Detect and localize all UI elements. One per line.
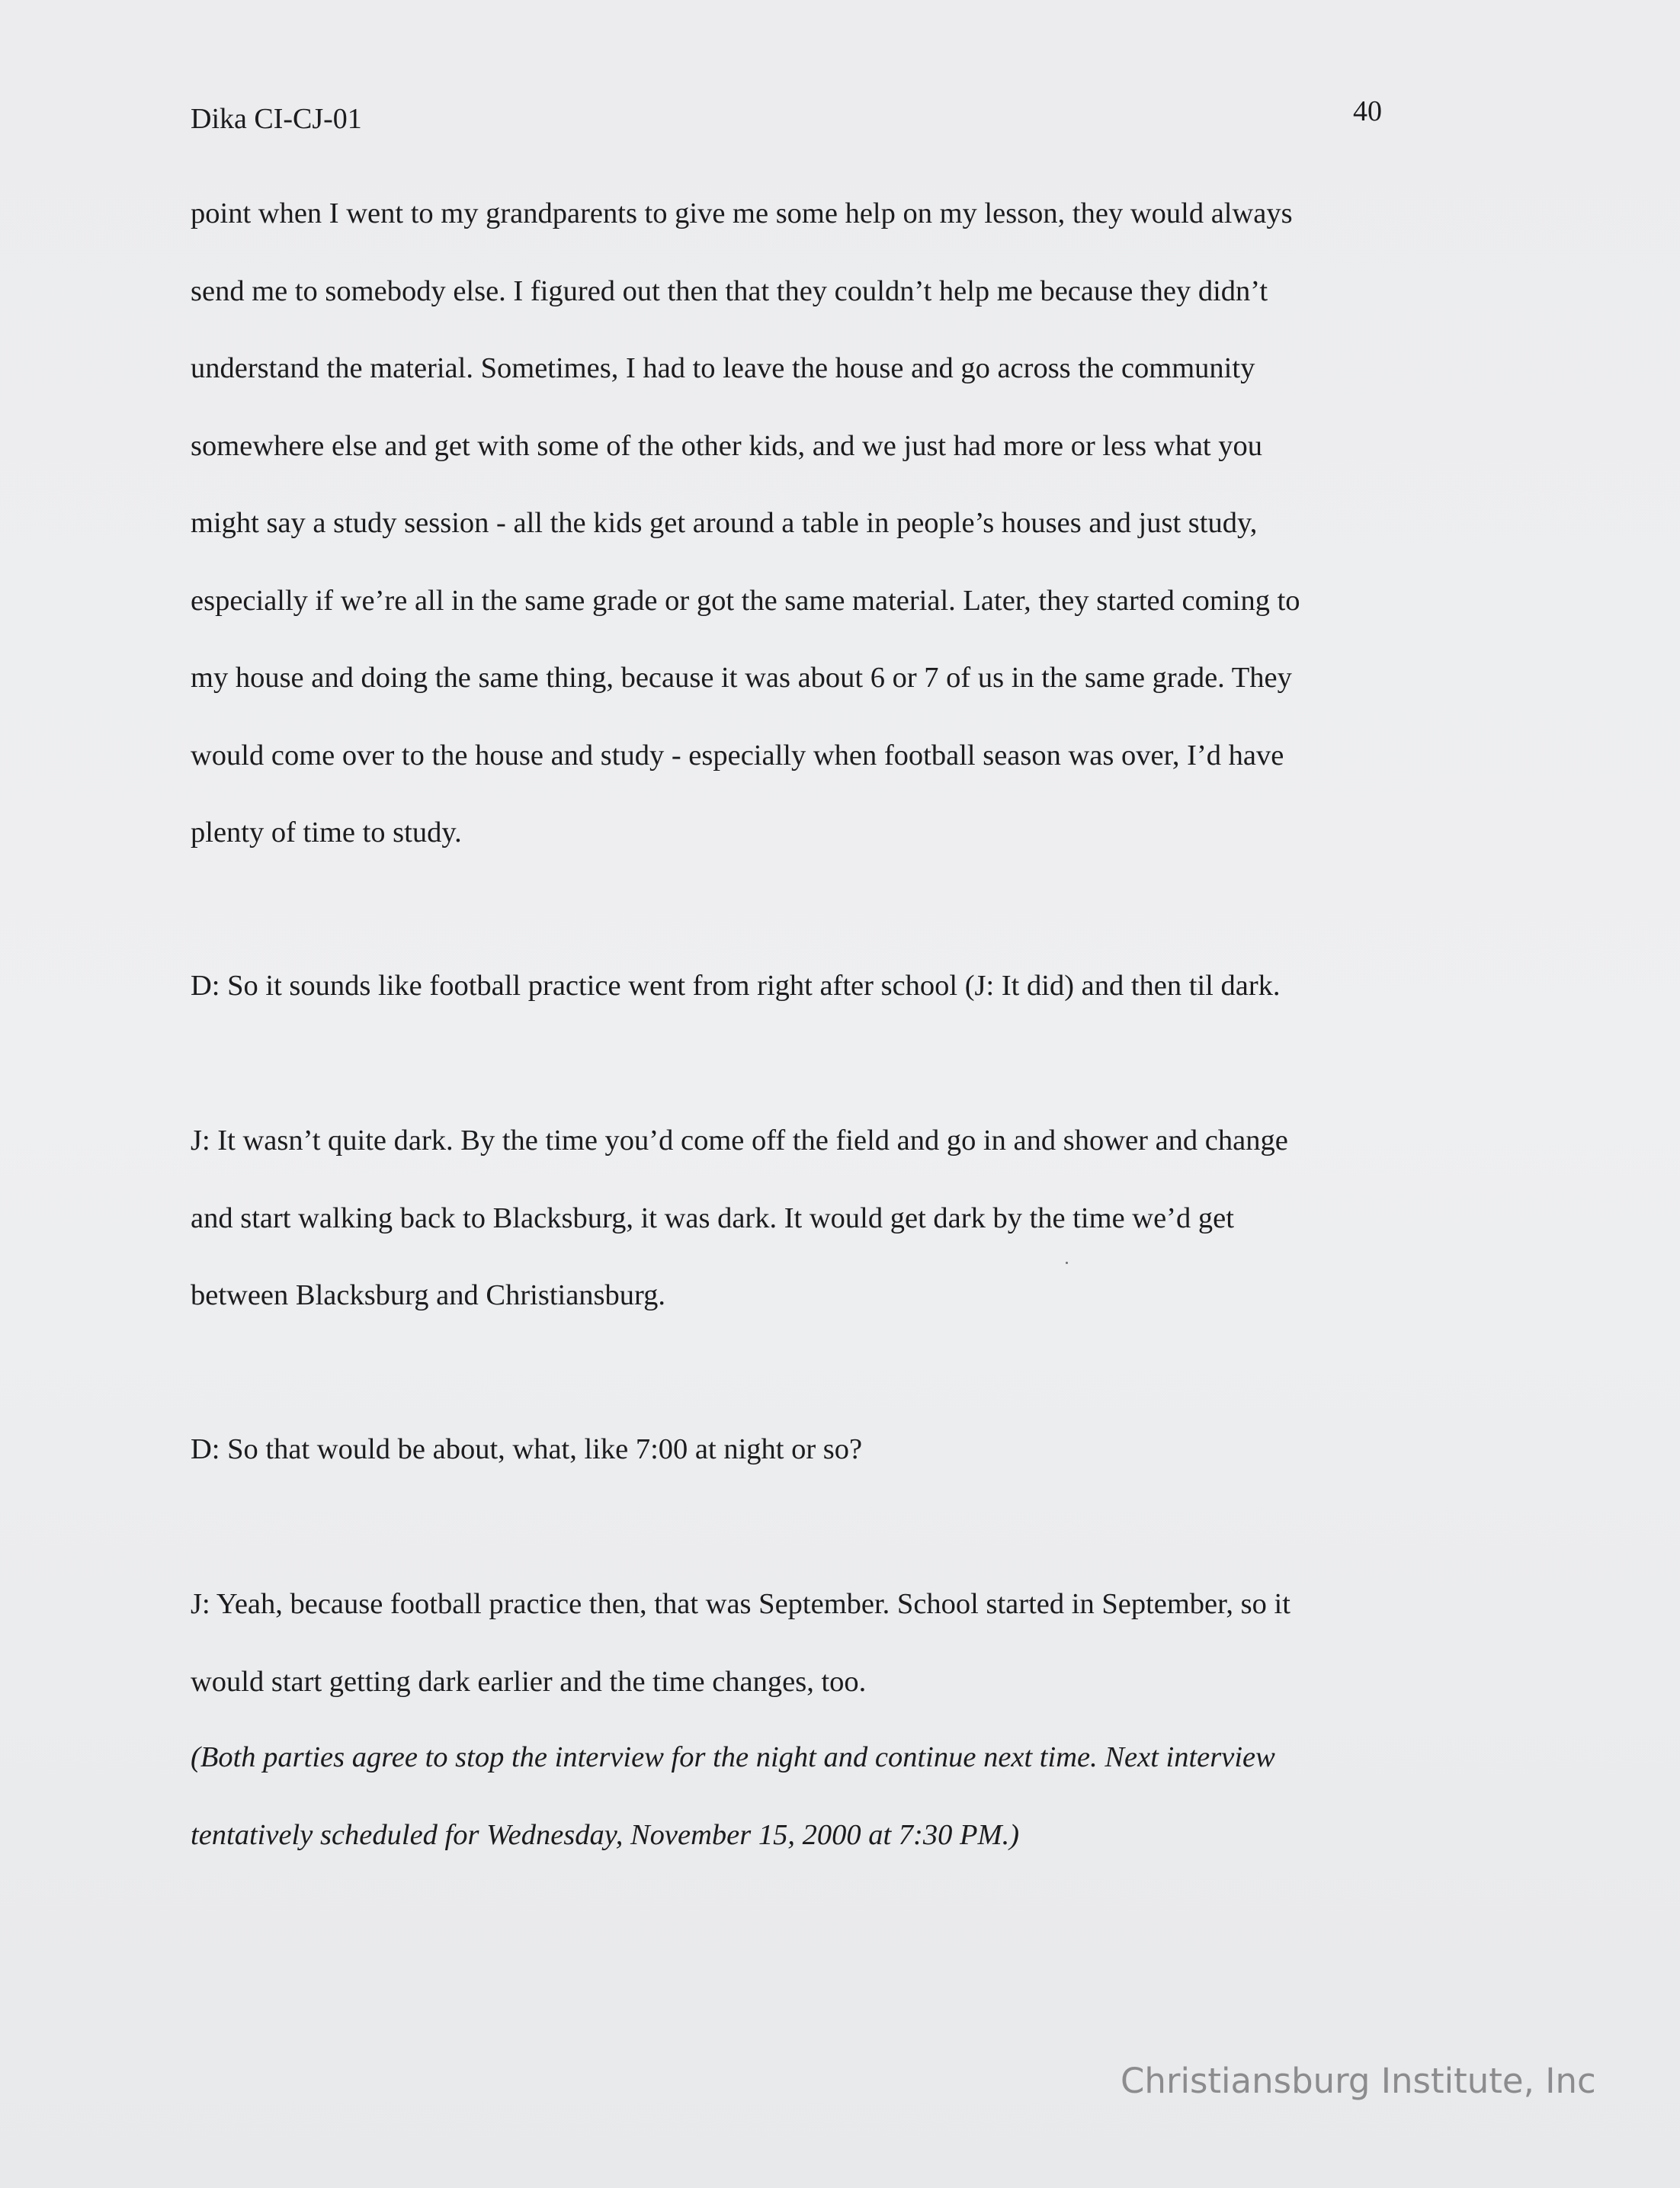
transcript-paragraph	[191, 1411, 1517, 1489]
watermark: Christiansburg Institute, Inc	[1121, 2061, 1596, 2101]
text-line: point when I went to my grandparents to give me some help on my lesson, they would always	[191, 197, 1293, 229]
text-line: J: Yeah, because football practice then, that was September. School started in September, so it	[191, 1588, 1290, 1620]
transcript-paragraph	[191, 948, 1517, 1025]
text-line: J: It wasn’t quite dark. By the time you’d come off the field and go in and shower and change	[191, 1124, 1288, 1157]
page-number: 40	[1353, 95, 1382, 127]
text-line: would start getting dark earlier and the time changes, too.	[191, 1665, 867, 1698]
paper-speck	[1066, 1262, 1068, 1264]
document-id: Dika CI-CJ-01	[191, 103, 362, 135]
text-line: D: So it sounds like football practice went from right after school (J: It did) and then til dark.	[191, 970, 1281, 1002]
text-line: (Both parties agree to stop the interview for the night and continue next time. Next interview	[191, 1741, 1275, 1773]
text-line: somewhere else and get with some of the other kids, and we just had more or less what you	[191, 429, 1262, 462]
text-line: especially if we’re all in the same grade or got the same material. Later, they started coming to	[191, 584, 1300, 617]
text-line: might say a study session - all the kids get around a table in people’s houses and just study,	[191, 507, 1258, 539]
text-line: would come over to the house and study - especially when football season was over, I’d have	[191, 739, 1284, 772]
editorial-note	[191, 1719, 1517, 1874]
transcript-paragraph	[191, 1102, 1517, 1335]
text-line: D: So that would be about, what, like 7:00 at night or so?	[191, 1433, 863, 1465]
text-line: understand the material. Sometimes, I had to leave the house and go across the community	[191, 352, 1255, 384]
text-line: plenty of time to study.	[191, 816, 462, 849]
text-line: and start walking back to Blacksburg, it was dark. It would get dark by the time we’d get	[191, 1201, 1234, 1234]
text-line: tentatively scheduled for Wednesday, November 15, 2000 at 7:30 PM.)	[191, 1818, 1020, 1851]
transcript-paragraph	[191, 1566, 1517, 1721]
text-line: between Blacksburg and Christiansburg.	[191, 1279, 666, 1311]
text-line: send me to somebody else. I figured out then that they couldn’t help me because they didn’t	[191, 274, 1268, 307]
text-line: my house and doing the same thing, because it was about 6 or 7 of us in the same grade. They	[191, 662, 1292, 694]
transcript-paragraph	[191, 175, 1517, 872]
